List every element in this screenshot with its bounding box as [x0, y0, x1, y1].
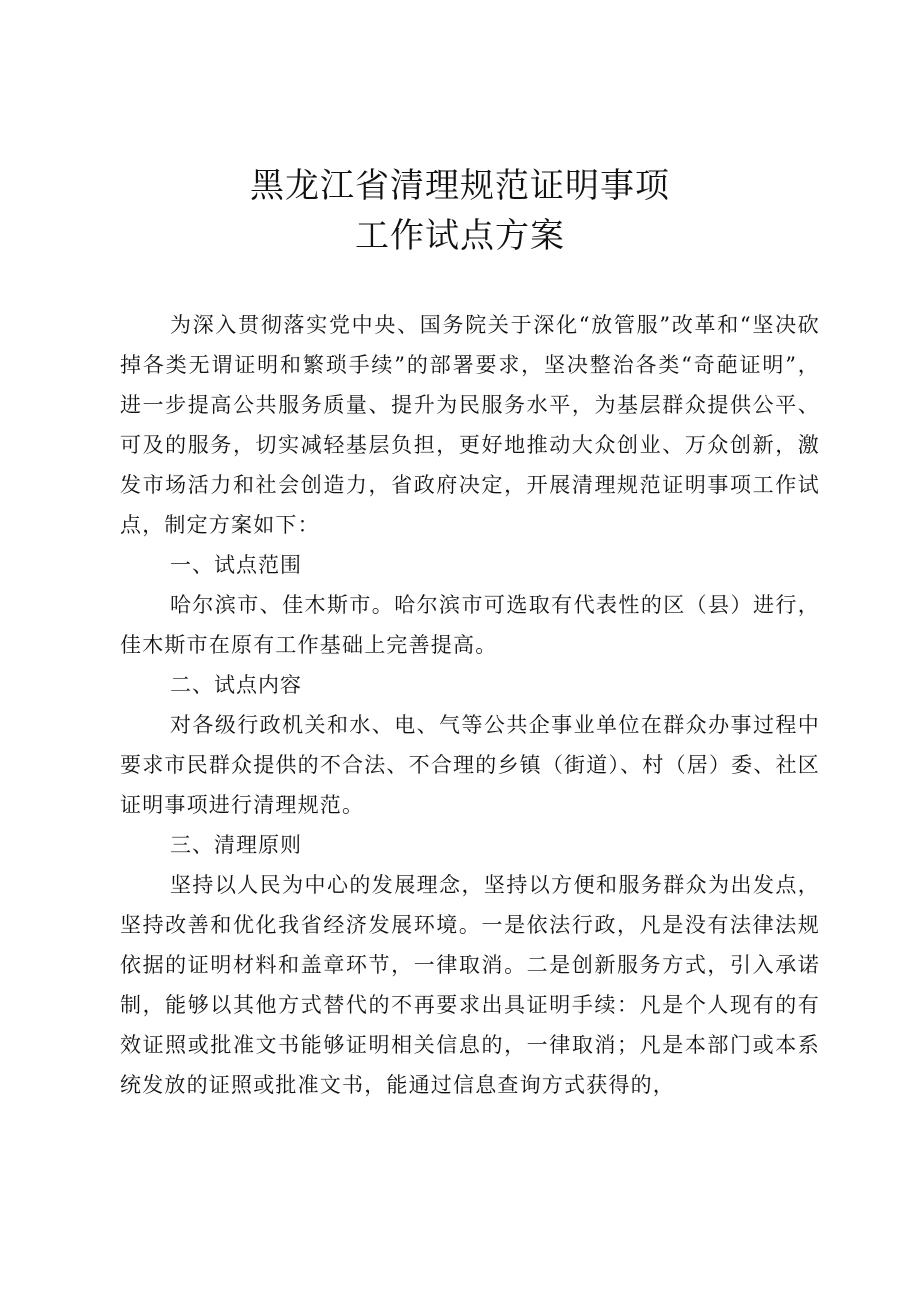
section-paragraph-scope: 哈尔滨市、佳木斯市。哈尔滨市可选取有代表性的区（县）进行，佳木斯市在原有工作基础上完善提高。	[120, 593, 820, 657]
section-paragraph-principles: 坚持以人民为中心的发展理念，坚持以方便和服务群众为出发点，坚持改善和优化我省经济发展环境。一是依法行政，凡是没有法律法规依据的证明材料和盖章环节，一律取消。二是创新服务方式，引入承诺制，能够以其他方式替代的不再要求出具证明手续：凡是个人现有的有效证照或批准文书能够证明相关信息的，一律取消；凡是本部门或本系统发放的证照或批准文书，能通过信息查询方式获得的，	[120, 873, 820, 1097]
document-body	[120, 305, 820, 1105]
section-heading-scope: 一、试点范围	[170, 553, 302, 577]
document-title-line-1: 黑龙江省清理规范证明事项	[250, 166, 670, 206]
intro-paragraph: 为深入贯彻落实党中央、国务院关于深化“放管服”改革和“坚决砍掉各类无谓证明和繁琐手续”的部署要求，坚决整治各类“奇葩证明”，进一步提高公共服务质量、提升为民服务水平，为基层群众提供公平、可及的服务，切实减轻基层负担，更好地推动大众创业、万众创新，激发市场活力和社会创造力，省政府决定，开展清理规范证明事项工作试点，制定方案如下：	[120, 313, 820, 537]
section-paragraph-content: 对各级行政机关和水、电、气等公共企事业单位在群众办事过程中要求市民群众提供的不合法、不合理的乡镇（街道）、村（居）委、社区证明事项进行清理规范。	[120, 713, 820, 817]
document-title-line-2: 工作试点方案	[355, 216, 565, 256]
section-heading-principles: 三、清理原则	[170, 833, 302, 857]
section-heading-content: 二、试点内容	[170, 673, 302, 697]
